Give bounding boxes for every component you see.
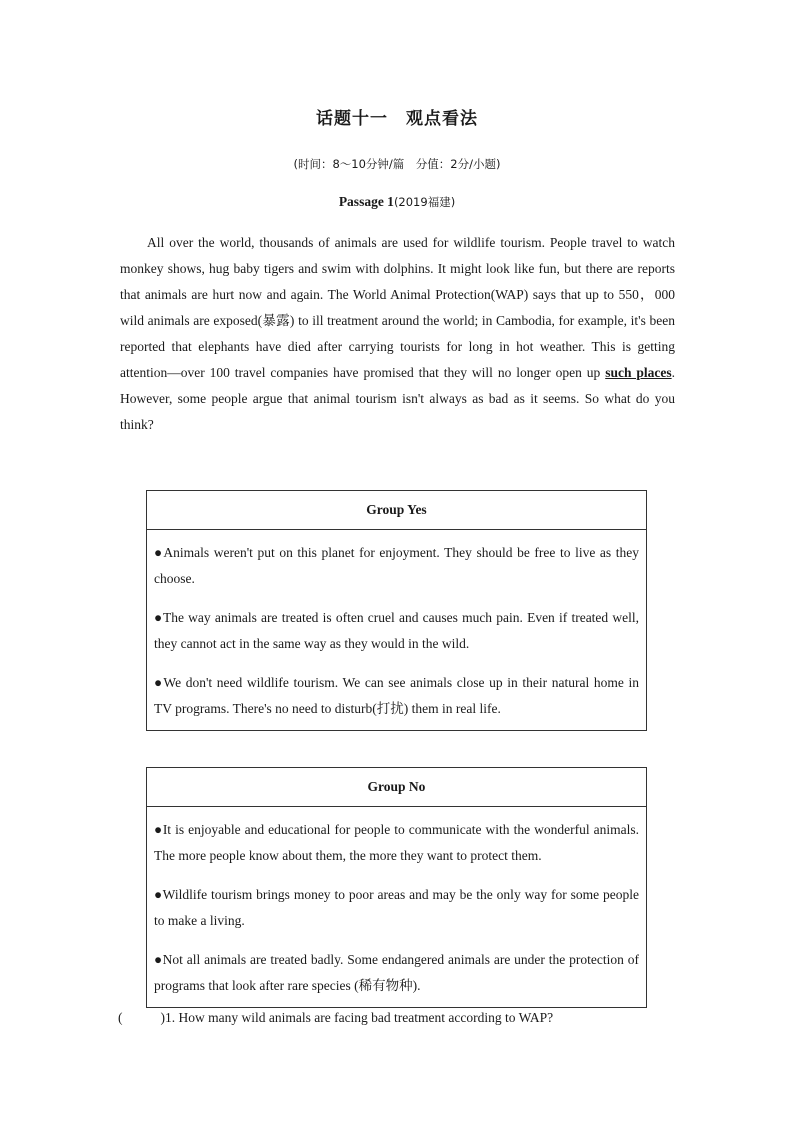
passage-text-after: . However, some people argue that animal tourism isn't always as bad as it seems. So what do you think? [120, 365, 675, 432]
underlined-phrase: such places [605, 365, 672, 380]
group-no-points [147, 807, 647, 1008]
group-yes-point: ●We don't need wildlife tourism. We can see animals close up in their natural home in TV programs. There's no need to disturb(打扰) them in real life. [154, 675, 639, 716]
answer-bracket-open: ( [118, 1010, 123, 1025]
group-no-point: ●Not all animals are treated badly. Some endangered animals are under the protection of programs that look after rare species (稀有物种). [154, 952, 639, 993]
passage-text [120, 230, 675, 438]
group-no-heading: Group No [147, 768, 647, 807]
page-title: 话题十一 观点看法 [316, 109, 478, 129]
group-yes-point: ●Animals weren't put on this planet for enjoyment. They should be free to live as they choose. [154, 545, 639, 586]
group-yes-points [147, 530, 647, 731]
passage-text-before: All over the world, thousands of animals are used for wildlife tourism. People travel to watch monkey shows, hug baby tigers and swim with dolphins. It might look like fun, but there are reports that animals are hurt now and again. The World Animal Protection(WAP) says that up to 550，000 wild animals are exposed(暴露) to ill treatment around the world; in Cambodia, for example, it's been reported that elephants have died after carrying tourists for long in hot weather. This is getting attention—over 100 travel companies have promised that they will no longer open up [120, 235, 675, 380]
passage-source: (2019福建) [393, 195, 456, 209]
group-no-table [146, 767, 647, 1008]
passage-heading [0, 194, 794, 210]
group-yes-heading: Group Yes [147, 491, 647, 530]
question-1 [118, 1010, 553, 1026]
group-no-point: ●Wildlife tourism brings money to poor areas and may be the only way for some people to make a living. [154, 887, 639, 928]
time-score-note: (时间：8～10分钟/篇 分值：2分/小题) [293, 157, 501, 171]
group-no-point: ●It is enjoyable and educational for people to communicate with the wonderful animals. The more people know about them, the more they want to protect them. [154, 822, 639, 863]
passage-number: Passage 1 [338, 194, 394, 209]
question-text: )1. How many wild animals are facing bad treatment according to WAP? [160, 1010, 554, 1025]
group-yes-point: ●The way animals are treated is often cruel and causes much pain. Even if treated well, they cannot act in the same way as they would in the wild. [154, 610, 639, 651]
group-yes-table [146, 490, 647, 731]
